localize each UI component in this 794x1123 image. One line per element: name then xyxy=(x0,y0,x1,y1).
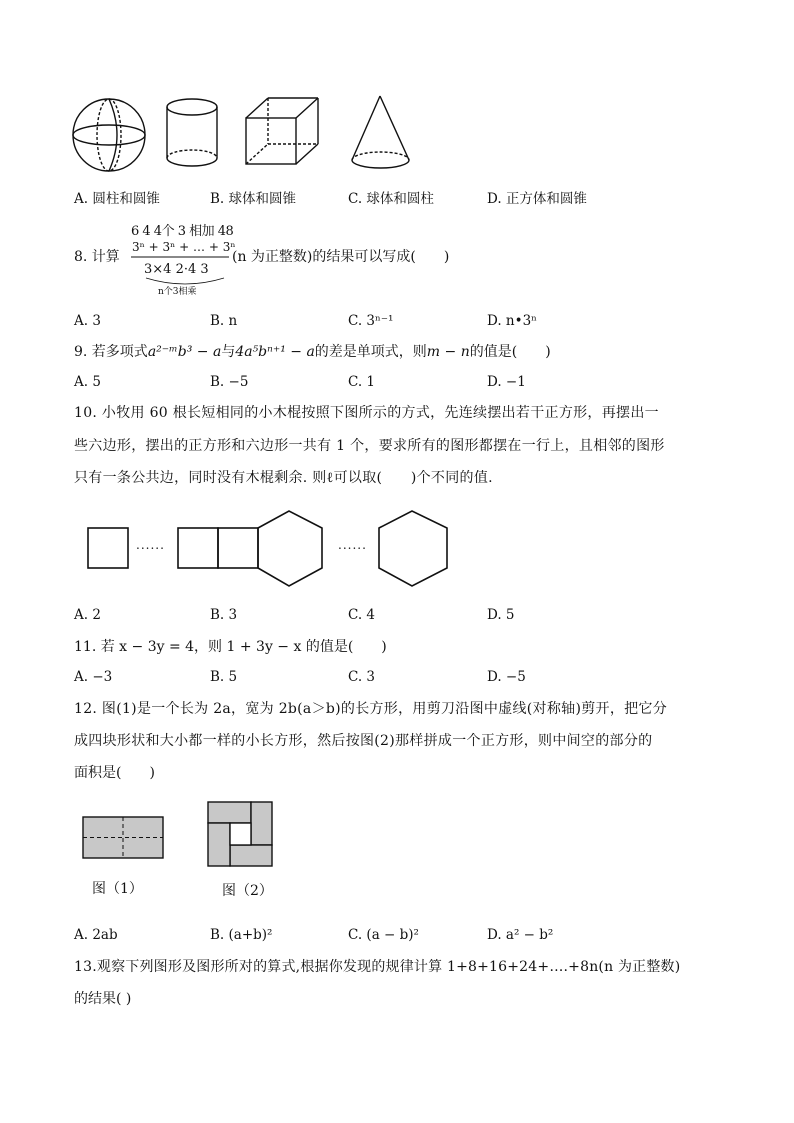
q12-option-b: B. (a+b)² xyxy=(210,927,273,943)
q10-line-3: 只有一条公共边，同时没有木棍剩余. 则ℓ可以取( )个不同的值. xyxy=(74,470,493,486)
q8-suffix: (n 为正整数)的结果可以写成( ) xyxy=(232,249,450,265)
q9-text-a: 9. 若多项式 xyxy=(74,344,148,360)
q11-option-c: C. 3 xyxy=(348,669,376,685)
q10-line-2: 些六边形，摆出的正方形和六边形一共有 1 个，要求所有的图形都摆在一行上，且相邻的图形 xyxy=(74,438,665,454)
q8-numerator: 3ⁿ + 3ⁿ + … + 3ⁿ xyxy=(132,240,236,254)
q12-figure-1-caption: 图（1） xyxy=(92,881,143,897)
q13-line-2: 的结果( ) xyxy=(74,991,132,1007)
q10-option-d: D. 5 xyxy=(487,607,515,623)
q12-line-1: 12. 图(1)是一个长为 2a，宽为 2b(a＞b)的长方形，用剪刀沿图中虚线(对称轴)剪开，把它分 xyxy=(74,701,668,717)
q10-option-a: A. 2 xyxy=(74,607,101,623)
q9-expr1: a²⁻ᵐb³ − a xyxy=(147,344,222,360)
q8-denominator: 3×4 2·4 3 xyxy=(144,262,209,277)
q9-expr3: m − n xyxy=(426,344,470,360)
q9-expr2: 4a⁵bⁿ⁺¹ − a xyxy=(235,344,315,360)
q9-text-b: 与 xyxy=(221,344,236,360)
q10-line-1: 10. 小牧用 60 根长短相同的小木棍按照下图所示的方式，先连续摆出若干正方形，再摆出一 xyxy=(74,405,659,421)
q10-option-b: B. 3 xyxy=(210,607,238,623)
q11-option-b: B. 5 xyxy=(210,669,238,685)
q12-option-c: C. (a − b)² xyxy=(348,927,419,943)
q13-line-1: 13.观察下列图形及图形所对的算式,根据你发现的规律计算 1+8+16+24+….+8n(n 为正整数) xyxy=(74,959,681,975)
q8-option-b: B. n xyxy=(210,313,238,329)
q7-option-b: B. 球体和圆锥 xyxy=(210,191,297,207)
q9-option-b: B. −5 xyxy=(210,374,249,390)
q9-text-d: 的值是( ) xyxy=(469,344,551,360)
q12-option-d: D. a² − b² xyxy=(487,927,554,943)
q10-dots-1: ...... xyxy=(136,538,165,552)
q12-figure-2-caption: 图（2） xyxy=(222,883,273,899)
q8-option-d: D. n•3ⁿ xyxy=(487,313,538,329)
q11-option-a: A. −3 xyxy=(74,669,113,685)
q9-question xyxy=(74,343,551,361)
q7-option-a: A. 圆柱和圆锥 xyxy=(74,191,160,207)
q7-option-c: C. 球体和圆柱 xyxy=(348,191,434,207)
q11-option-d: D. −5 xyxy=(487,669,526,685)
q7-option-d: D. 正方体和圆锥 xyxy=(487,191,587,207)
q8-denominator-label: n个3相乘 xyxy=(158,287,197,297)
q9-option-c: C. 1 xyxy=(348,374,376,390)
q8-numerator-top: 6 4 4个 3 相加 48 xyxy=(131,224,234,239)
q12-option-a: A. 2ab xyxy=(74,927,118,943)
q11-question: 11. 若 x − 3y = 4，则 1 + 3y − x 的值是( ) xyxy=(74,639,387,655)
q8-prefix: 8. 计算 xyxy=(74,249,120,265)
q12-line-2: 成四块形状和大小都一样的小长方形，然后按图(2)那样拼成一个正方形，则中间空的部分的 xyxy=(74,733,653,749)
q10-option-c: C. 4 xyxy=(348,607,376,623)
q8-option-a: A. 3 xyxy=(74,313,101,329)
q12-line-3: 面积是( ) xyxy=(74,765,155,781)
q9-option-a: A. 5 xyxy=(74,374,101,390)
q10-dots-2: ...... xyxy=(338,538,367,552)
q9-text-c: 的差是单项式，则 xyxy=(314,344,427,360)
q9-option-d: D. −1 xyxy=(487,374,526,390)
q8-option-c: C. 3ⁿ⁻¹ xyxy=(348,313,394,329)
